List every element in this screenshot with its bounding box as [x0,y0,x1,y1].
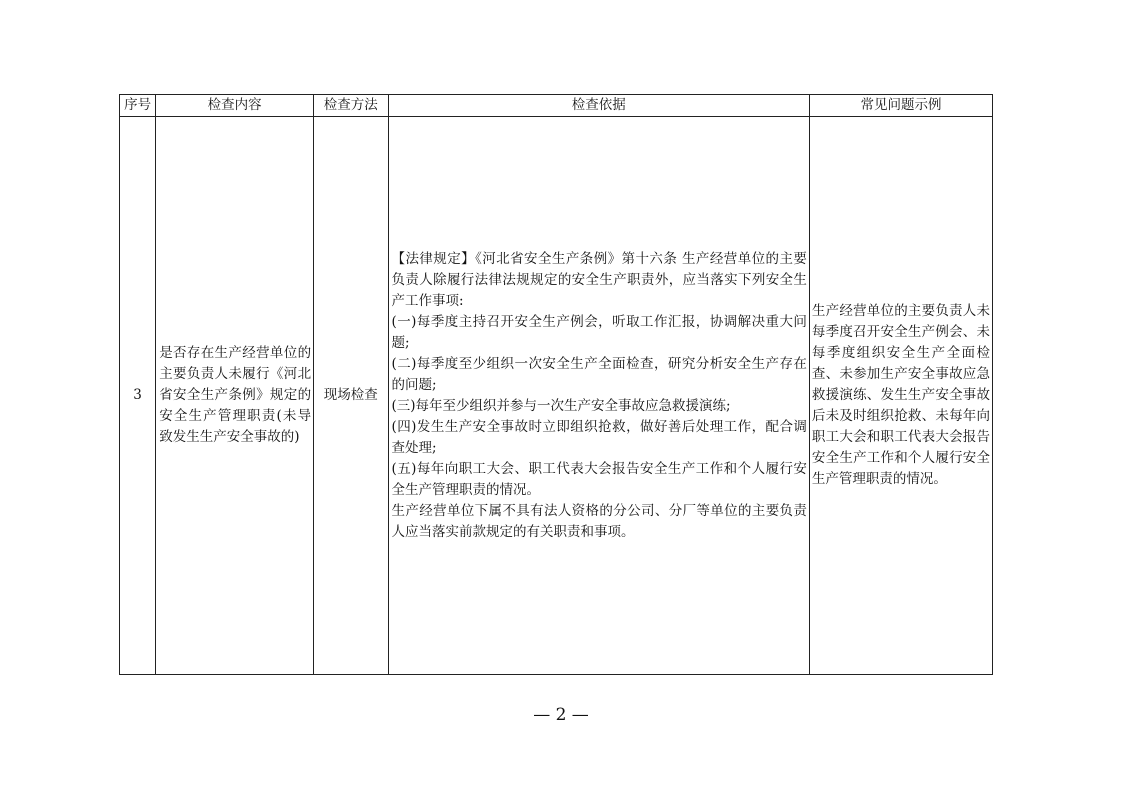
header-basis: 检查依据 [388,95,809,117]
basis-paragraph: (四)发生生产安全事故时立即组织抢救，做好善后处理工作，配合调查处理; [391,418,807,456]
table-header-row [120,95,993,117]
cell-seq: 3 [120,117,156,675]
cell-issues: 生产经营单位的主要负责人未每季度召开安全生产例会、未每季度组织安全生产全面检查、未参加生产安全事故应急救援演练、发生生产安全事故后未及时组织抢救、未每年向职工大会和职工代表大会报告安全生产工作和个人履行安全生产管理职责的情况。 [809,117,992,675]
basis-paragraph: 【法律规定】《河北省安全生产条例》第十六条 生产经营单位的主要负责人除履行法律法规规定的安全生产职责外，应当落实下列安全生产工作事项: [391,250,807,309]
cell-method: 现场检查 [314,117,388,675]
basis-paragraph: (二)每季度至少组织一次安全生产全面检查，研究分析安全生产存在的问题; [391,355,807,393]
page-number: — 2 — [533,705,589,725]
basis-paragraph: (一)每季度主持召开安全生产例会，听取工作汇报，协调解决重大问题; [391,313,807,351]
basis-paragraph: 生产经营单位下属不具有法人资格的分公司、分厂等单位的主要负责人应当落实前款规定的有关职责和事项。 [391,502,807,540]
header-issues: 常见问题示例 [809,95,992,117]
basis-paragraph: (五)每年向职工大会、职工代表大会报告安全生产工作和个人履行安全生产管理职责的情况。 [391,460,807,498]
inspection-table [119,94,993,675]
cell-content: 是否存在生产经营单位的主要负责人未履行《河北省安全生产条例》规定的安全生产管理职责(未导致发生生产安全事故的) [156,117,314,675]
header-content: 检查内容 [156,95,314,117]
header-seq: 序号 [120,95,156,117]
basis-paragraph: (三)每年至少组织并参与一次生产安全事故应急救援演练; [391,397,731,414]
table-row [120,117,993,675]
cell-basis [388,117,809,675]
header-method: 检查方法 [314,95,388,117]
